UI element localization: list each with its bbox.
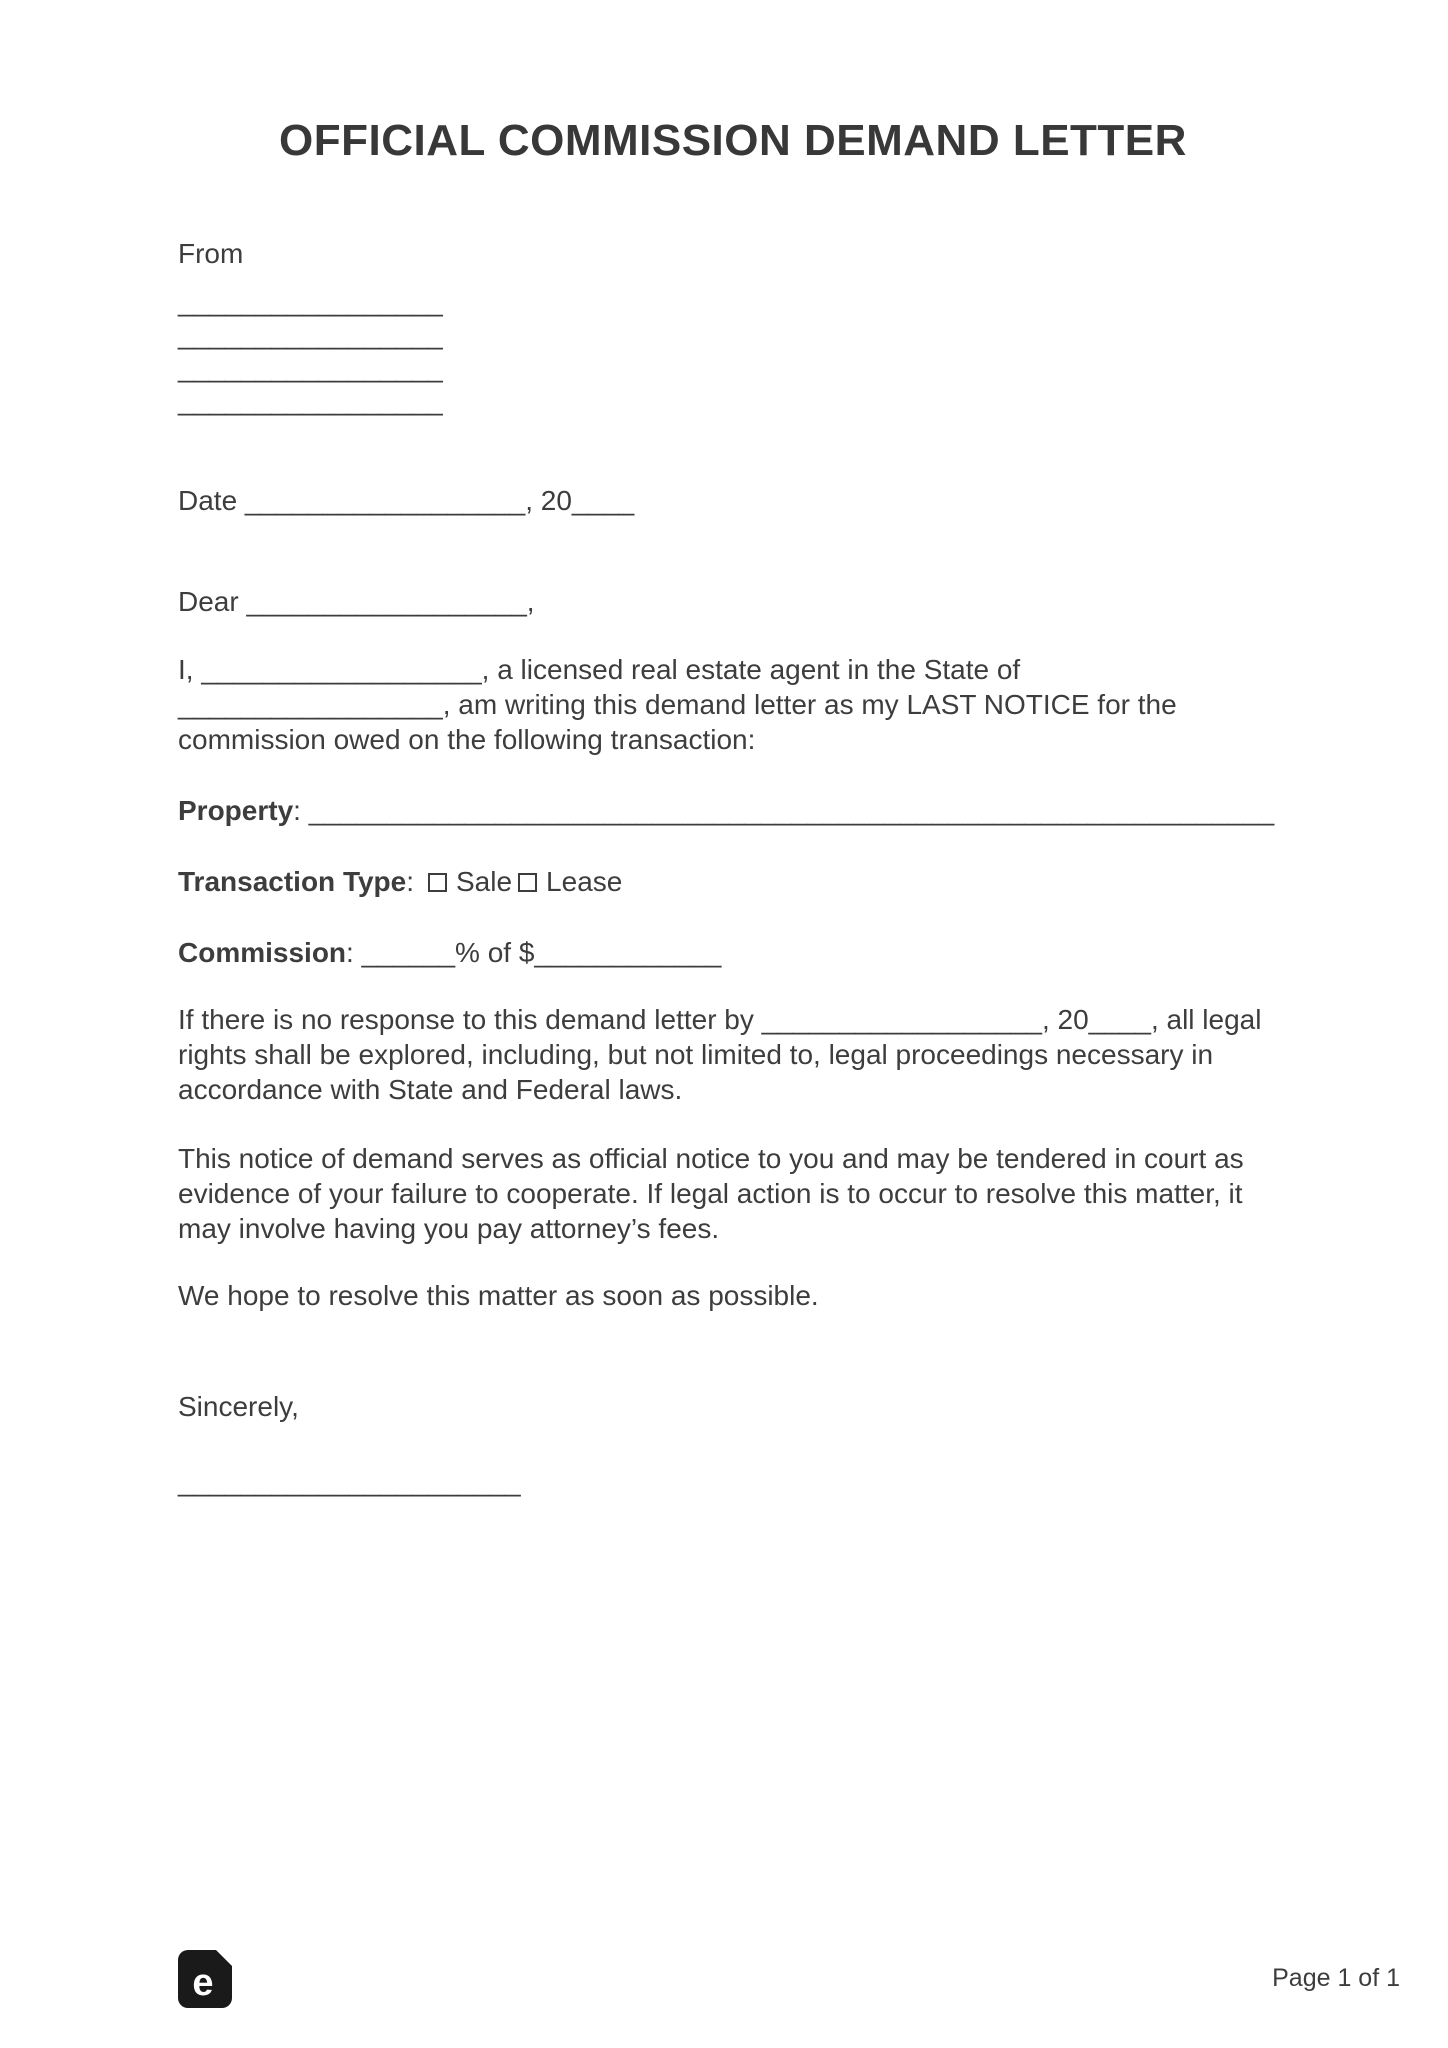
commission-label: Commission	[178, 937, 347, 968]
property-line	[178, 793, 1288, 828]
resolution-paragraph: We hope to resolve this matter as soon as possible.	[178, 1280, 819, 1311]
commission-blank: : ______% of $____________	[346, 937, 722, 968]
page-title: OFFICIAL COMMISSION DEMAND LETTER	[279, 116, 1187, 165]
transaction-option-lease	[518, 866, 622, 897]
property-label: Property	[178, 795, 294, 826]
closing: Sincerely,	[178, 1391, 299, 1422]
page-number: Page 1 of 1	[1272, 1964, 1400, 1992]
deadline-paragraph: If there is no response to this demand letter by __________________, 20____, all legal rights shall be explored, including, but not limited to, legal proceedings necessary in accordance with State and Federal laws.	[178, 1004, 1262, 1105]
court-notice-paragraph: This notice of demand serves as official notice to you and may be tendered in court as evidence of your failure to cooperate. If legal action is to occur to resolve this matter, it may involve having you pay attorney’s fees.	[178, 1143, 1244, 1244]
letter-content	[178, 118, 1288, 1499]
commission-line	[178, 935, 1288, 970]
transaction-type-separator: :	[406, 866, 414, 897]
transaction-option-sale	[428, 866, 512, 897]
eforms-logo-letter: e	[192, 1962, 214, 2004]
transaction-type-line	[178, 864, 1288, 899]
from-blank-line: _________________	[178, 352, 443, 383]
date-line: Date __________________, 20____	[178, 485, 635, 516]
signature-line: ______________________	[178, 1466, 521, 1497]
from-blank-line: _________________	[178, 385, 443, 416]
salutation: Dear __________________,	[178, 586, 535, 617]
from-blank-line: _________________	[178, 286, 443, 317]
transaction-type-label: Transaction Type	[178, 866, 407, 897]
sale-checkbox-icon	[428, 873, 447, 892]
from-blank-line: _________________	[178, 319, 443, 350]
sale-option-label: Sale	[456, 866, 513, 897]
from-address-block	[178, 285, 1288, 417]
eforms-logo	[178, 1950, 232, 2008]
lease-option-label: Lease	[546, 866, 623, 897]
lease-checkbox-icon	[518, 873, 537, 892]
property-blank: : ______________________________________________________________	[293, 795, 1275, 826]
from-label: From	[178, 238, 244, 269]
intro-paragraph: I, __________________, a licensed real estate agent in the State of _________________, am writing this demand letter as my LAST NOTICE for the commission owed on the following transaction:	[178, 654, 1177, 755]
